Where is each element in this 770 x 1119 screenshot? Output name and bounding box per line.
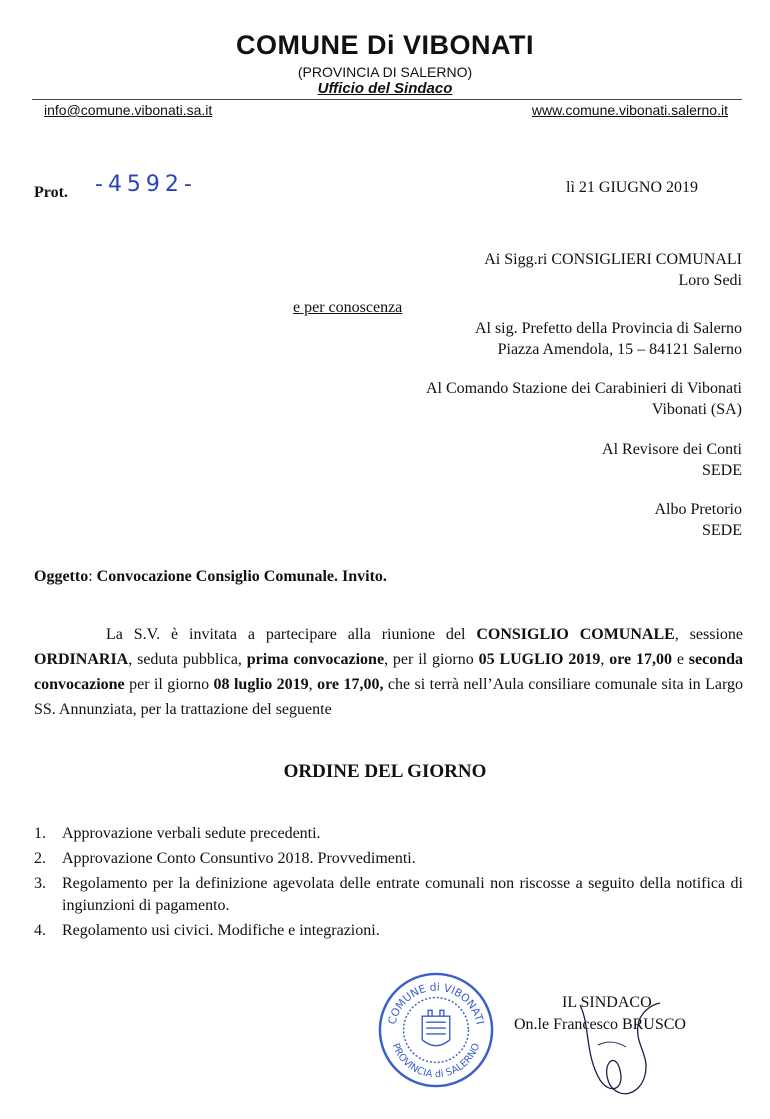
recipient-line: Ai Sigg.ri CONSIGLIERI COMUNALI (484, 251, 742, 268)
header-divider (32, 99, 742, 100)
website-link[interactable]: www.comune.vibonati.salerno.it (531, 102, 728, 118)
body-bold: CONSIGLIO COMUNALE (476, 626, 675, 643)
recipient-albo (654, 499, 742, 541)
recipient-line: Al Revisore dei Conti (602, 441, 742, 458)
signatory-title: IL SINDACO (562, 994, 652, 1011)
body-text: e (671, 651, 689, 668)
recipient-line: SEDE (702, 522, 742, 539)
agenda-title: ORDINE DEL GIORNO (283, 761, 487, 782)
body-text: , (308, 676, 318, 693)
body-bold: 05 LUGLIO 2019 (478, 651, 601, 668)
subject-label: Oggetto (34, 568, 89, 585)
item-text: Approvazione verbali sedute precedenti. (62, 825, 321, 842)
subject-line: Oggetto: Convocazione Consiglio Comunale. Invito. (34, 568, 387, 585)
list-item (34, 873, 743, 917)
subject-text: Convocazione Consiglio Comunale. Invito. (96, 568, 387, 585)
body-bold: 08 luglio 2019 (213, 676, 309, 693)
item-number: 2. (34, 850, 46, 867)
recipient-line: Al Comando Stazione dei Carabinieri di Vibonati (425, 380, 742, 397)
item-text: Approvazione Conto Consuntivo 2018. Provvedimenti. (62, 850, 416, 867)
body-text: , sessione (674, 626, 743, 643)
body-bold: seconda convocazione (34, 651, 744, 693)
body-text: , (600, 651, 610, 668)
list-item (34, 848, 743, 870)
recipient-line: Vibonati (SA) (651, 401, 742, 418)
municipality-title: COMUNE Di VIBONATI (236, 30, 534, 60)
item-number: 1. (34, 825, 46, 842)
recipient-line: SEDE (702, 462, 742, 479)
email-link[interactable]: info@comune.vibonati.sa.it (44, 102, 213, 118)
protocol-number: -4592- (95, 172, 197, 197)
recipient-line: Al sig. Prefetto della Provincia di Salerno (474, 320, 742, 337)
recipient-carabinieri (426, 378, 742, 420)
item-number: 3. (34, 875, 46, 892)
recipient-auditor (602, 439, 742, 481)
list-item (34, 823, 743, 845)
item-text: Regolamento per la definizione agevolata delle entrate comunali non riscosse a seguito della notifica di ingiunzioni di pagamento. (62, 875, 743, 914)
body-text: che si terrà nell’Aula consiliare comunale sita in Largo SS. Annunziata, per la trattazione del seguente (34, 676, 744, 718)
province-line: (PROVINCIA DI SALERNO) (297, 64, 473, 80)
recipient-prefect (475, 318, 742, 360)
stamp-top-text: COMUNE di VIBONATI (385, 980, 487, 1026)
list-item (34, 920, 743, 942)
invitation-paragraph (34, 622, 743, 722)
body-bold: ore 17,00, (317, 676, 384, 693)
body-text: La S.V. è invitata a partecipare alla riunione del (106, 626, 477, 643)
agenda-list (34, 823, 743, 945)
recipient-councillors (484, 249, 742, 291)
official-stamp (377, 971, 495, 1089)
item-text: Regolamento usi civici. Modifiche e integrazioni. (62, 922, 380, 939)
office-line: Ufficio del Sindaco (317, 80, 453, 97)
body-text: per il giorno (124, 676, 214, 693)
recipient-line: Albo Pretorio (654, 501, 742, 518)
item-number: 4. (34, 922, 46, 939)
document-date: lì 21 GIUGNO 2019 (566, 179, 698, 196)
protocol-label: Prot. (34, 184, 68, 201)
body-bold: prima convocazione (246, 651, 385, 668)
handwritten-signature (560, 985, 680, 1105)
recipient-line: Piazza Amendola, 15 – 84121 Salerno (497, 341, 742, 358)
cc-label: e per conoscenza (293, 299, 403, 316)
body-text: , per il giorno (384, 651, 479, 668)
stamp-inner-ring (404, 998, 469, 1063)
stamp-bottom-text: PROVINCIA di SALERNO (389, 1041, 483, 1081)
coat-of-arms-icon (422, 1010, 450, 1045)
body-bold: ORDINARIA (34, 651, 129, 668)
body-text: , seduta pubblica, (128, 651, 247, 668)
recipient-line: Loro Sedi (678, 272, 742, 289)
body-bold: ore 17,00 (609, 651, 672, 668)
signatory-name: On.le Francesco BRUSCO (514, 1016, 686, 1033)
